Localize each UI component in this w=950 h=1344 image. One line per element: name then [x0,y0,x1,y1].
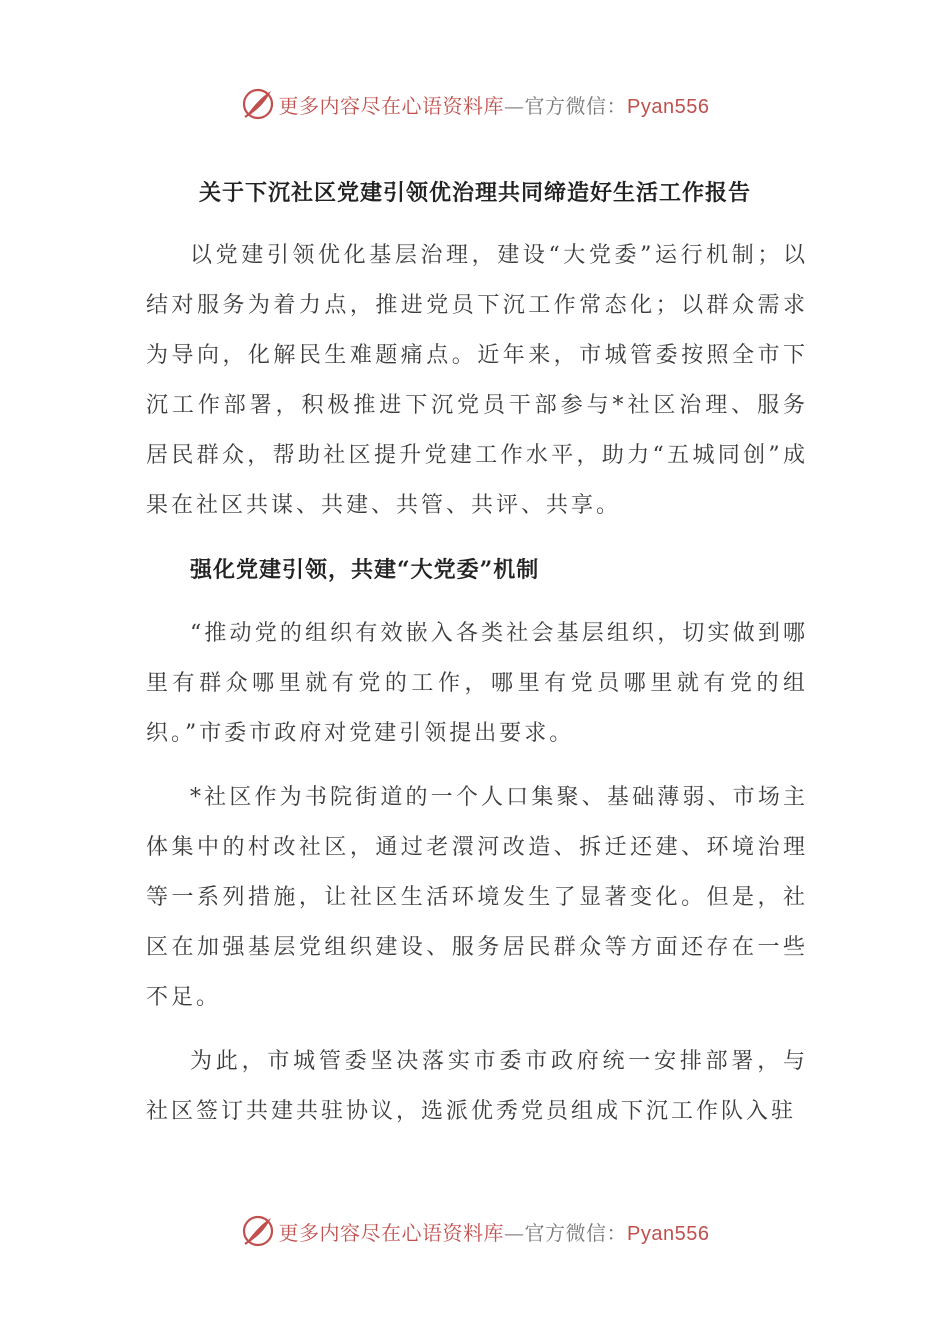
banner-text [279,90,710,119]
banner-slogan: 更多内容尽在心语资料库 [278,93,505,118]
banner-slogan: 更多内容尽在心语资料库 [278,1220,505,1245]
section-paragraph: 为此，市城管委坚决落实市委市政府统一安排部署，与社区签订共建共驻协议，选派优秀党员组成下沉工作队入驻 [146,1049,808,1124]
document-body [146,231,808,1151]
document-title: 关于下沉社区党建引领优治理共同缔造好生活工作报告 [198,180,751,206]
banner-text [279,1217,710,1246]
header-banner [0,84,950,124]
footer-banner [0,1211,950,1251]
section-paragraph: “推动党的组织有效嵌入各类社会基层组织，切实做到哪里有群众哪里就有党的工作，哪里有党员哪里就有党的组织。”市委市政府对党建引领提出要求。 [146,621,808,746]
banner-separator: — [504,1220,525,1245]
banner-separator: — [504,93,525,118]
quill-pen-logo-icon [241,87,275,121]
banner-wechat-id: Pyan556 [627,95,710,118]
intro-paragraph: 以党建引领优化基层治理，建设“大党委”运行机制；以结对服务为着力点，推进党员下沉工作常态化；以群众需求为导向，化解民生难题痛点。近年来，市城管委按照全市下沉工作部署，积极推进下沉党员干部参与*社区治理、服务居民群众，帮助社区提升党建工作水平，助力“五城同创”成果在社区共谋、共建、共管、共评、共享。 [146,243,808,518]
section-paragraph: *社区作为书院街道的一个人口集聚、基础薄弱、市场主体集中的村改社区，通过老澴河改造、拆迁还建、环境治理等一系列措施，让社区生活环境发生了显著变化。但是，社区在加强基层党组织建设、服务居民群众等方面还存在一些不足。 [146,785,808,1010]
banner-wechat-id: Pyan556 [627,1222,710,1245]
banner-wechat-label: 官方微信： [524,1220,628,1245]
banner-wechat-label: 官方微信： [524,93,628,118]
section-heading: 强化党建引领，共建“大党委”机制 [190,557,540,583]
quill-pen-logo-icon [241,1214,275,1248]
